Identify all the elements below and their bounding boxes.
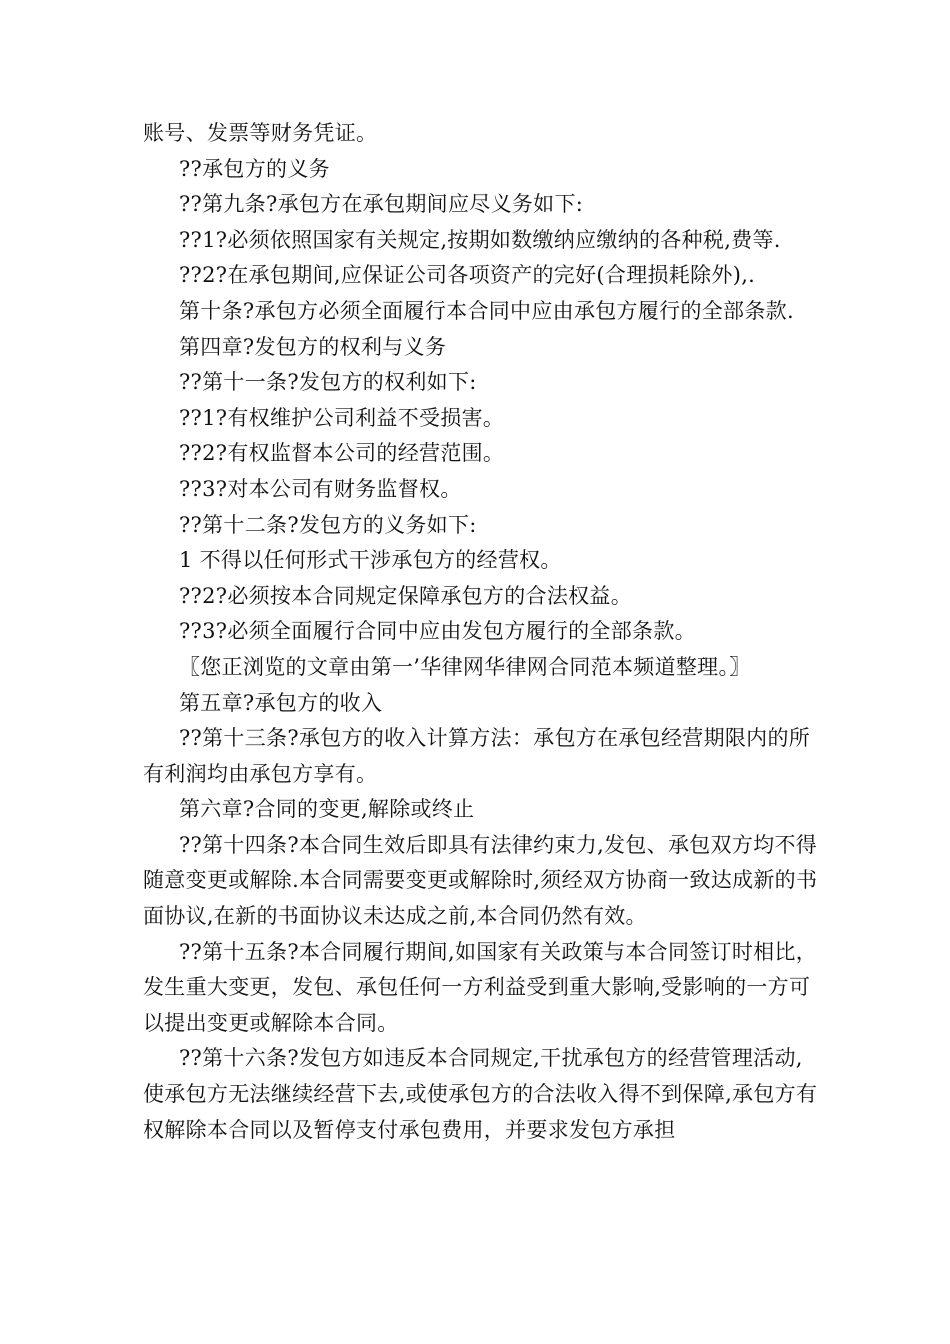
paragraph: ??第十一条?发包方的权利如下: <box>179 370 477 395</box>
chapter-heading: 第五章?承包方的收入 <box>179 690 383 715</box>
chapter-heading: 第四章?发包方的权利与义务 <box>179 334 447 359</box>
paragraph: ??第十三条?承包方的收入计算方法：承包方在承包经营期限内的所有利润均由承包方享有。 <box>143 726 811 786</box>
paragraph: ??2?有权监督本公司的经营范围。 <box>179 441 505 466</box>
paragraph: ??3?对本公司有财务监督权。 <box>179 476 462 501</box>
paragraph: ??2?在承包期间,应保证公司各项资产的完好(合理损耗除外),. <box>179 263 756 288</box>
paragraph: ??第十四条?本合同生效后即具有法律约束力,发包、承包双方均不得随意变更或解除.本合同需要变更或解除时,须经双方协商一致达成新的书面协议,在新的书面协议未达成之前,本合同仍然有效。 <box>143 832 818 929</box>
paragraph: ??第十二条?发包方的义务如下: <box>179 512 477 537</box>
paragraph: ??1?有权维护公司利益不受损害。 <box>179 405 505 430</box>
chapter-heading: 第六章?合同的变更,解除或终止 <box>179 797 475 822</box>
paragraph: ??3?必须全面履行合同中应由发包方履行的全部条款。 <box>179 619 696 644</box>
document-body <box>143 116 823 1148</box>
paragraph: ??第十六条?发包方如违反本合同规定,干扰承包方的经营管理活动,使承包方无法继续经营下去,或使承包方的合法收入得不到保障,承包方有权解除本合同以及暂停支付承包费用，并要求发包方承担 <box>143 1046 818 1142</box>
paragraph: 1 不得以任何形式干涉承包方的经营权。 <box>179 548 562 573</box>
paragraph: ??第九条?承包方在承包期间应尽义务如下: <box>179 192 584 217</box>
paragraph: ??1?必须依照国家有关规定,按期如数缴纳应缴纳的各种税,费等. <box>179 227 781 252</box>
paragraph: 第十条?承包方必须全面履行本合同中应由承包方履行的全部条款. <box>179 298 794 323</box>
paragraph: ??第十五条?本合同履行期间,如国家有关政策与本合同签订时相比，发生重大变更，发包、承包任何一方利益受到重大影响,受影响的一方可以提出变更或解除本合同。 <box>143 939 818 1035</box>
paragraph: ??2?必须按本合同规定保障承包方的合法权益。 <box>179 583 633 608</box>
source-notice: 〖您正浏览的文章由第一’华律网华律网合同范本频道整理。〗 <box>179 654 751 679</box>
paragraph: 账号、发票等财务凭证。 <box>143 121 378 145</box>
paragraph: ??承包方的义务 <box>179 156 330 181</box>
